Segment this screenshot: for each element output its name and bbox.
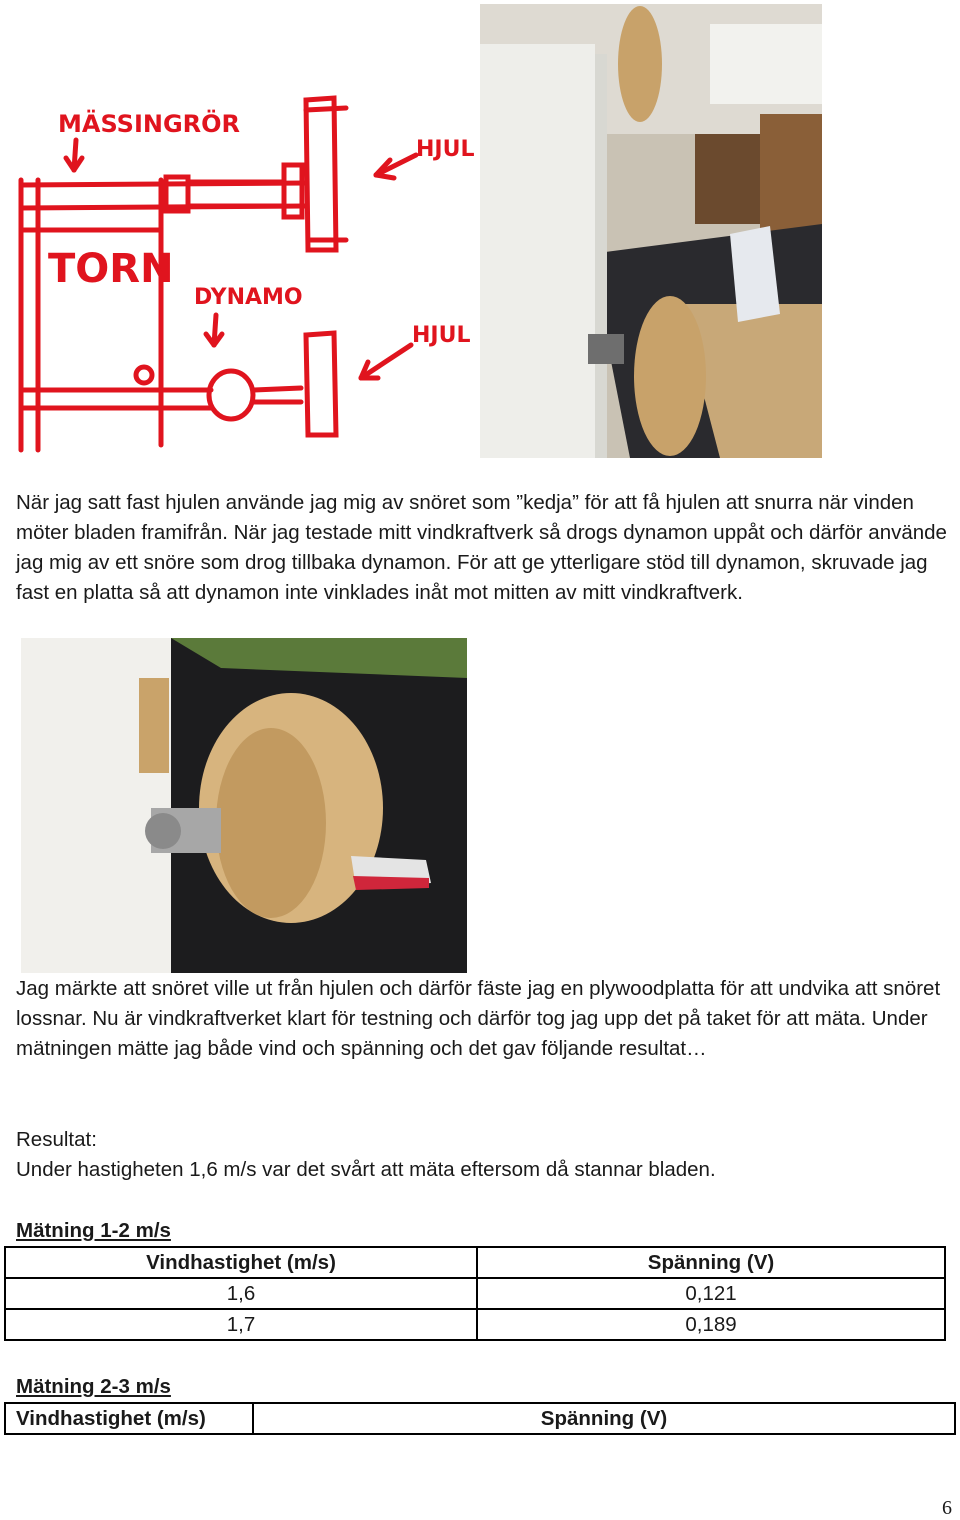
table-cell: 1,6 (5, 1278, 477, 1309)
sketch-label-hjul-bottom: HJUL (412, 323, 471, 348)
sketch-diagram (16, 90, 478, 458)
table-cell: 1,7 (5, 1309, 477, 1340)
classroom-photo (480, 4, 822, 458)
table-cell: 0,121 (477, 1278, 945, 1309)
table2-heading: Mätning 2-3 m/s (16, 1375, 171, 1398)
table-header-row (5, 1403, 955, 1434)
table-header-vindhastighet: Vindhastighet (m/s) (5, 1403, 253, 1434)
resultat-label: Resultat: (16, 1128, 97, 1151)
paragraph-1: När jag satt fast hjulen använde jag mig av snöret som ”kedja” för att få hjulen att snurra när vinden möter bladen framifrån. När jag testade mitt vindkraftverk så drogs dynamon uppåt och därför använde jag mig av ett snöre som drog tillbaka dynamon. För att ge ytterligare stöd till dynamon, skruvade jag fast en platta så att dynamon inte vinklades inåt mot mitten av mitt vindkraftverk. (16, 491, 947, 604)
sketch-label-messingror: MÄSSINGRÖR (58, 110, 241, 138)
table-row (5, 1278, 945, 1309)
table-header-row (5, 1247, 945, 1278)
table-header-vindhastighet: Vindhastighet (m/s) (5, 1247, 477, 1278)
measurement-table-1 (4, 1246, 946, 1341)
table-header-spanning: Spänning (V) (477, 1247, 945, 1278)
sketch-label-dynamo: DYNAMO (194, 285, 303, 310)
measurement-table-2 (4, 1402, 956, 1435)
table-header-spanning: Spänning (V) (253, 1403, 955, 1434)
sketch-label-torn: TORN (48, 246, 174, 292)
table-cell: 0,189 (477, 1309, 945, 1340)
dynamo-roof-photo (21, 638, 467, 973)
paragraph-2: Jag märkte att snöret ville ut från hjulen och därför fäste jag en plywoodplatta för att undvika att snöret lossnar. Nu är vindkraftverket klart för testning och därför tog jag upp det på taket för att mäta. Under mätningen mätte jag både vind och spänning och det gav följande resultat… (16, 977, 941, 1060)
table1-heading: Mätning 1-2 m/s (16, 1219, 171, 1242)
sketch-label-hjul-top: HJUL (416, 137, 475, 162)
page-number: 6 (942, 1497, 952, 1519)
table-row (5, 1309, 945, 1340)
resultat-text: Under hastigheten 1,6 m/s var det svårt att mäta eftersom då stannar bladen. (16, 1158, 716, 1181)
